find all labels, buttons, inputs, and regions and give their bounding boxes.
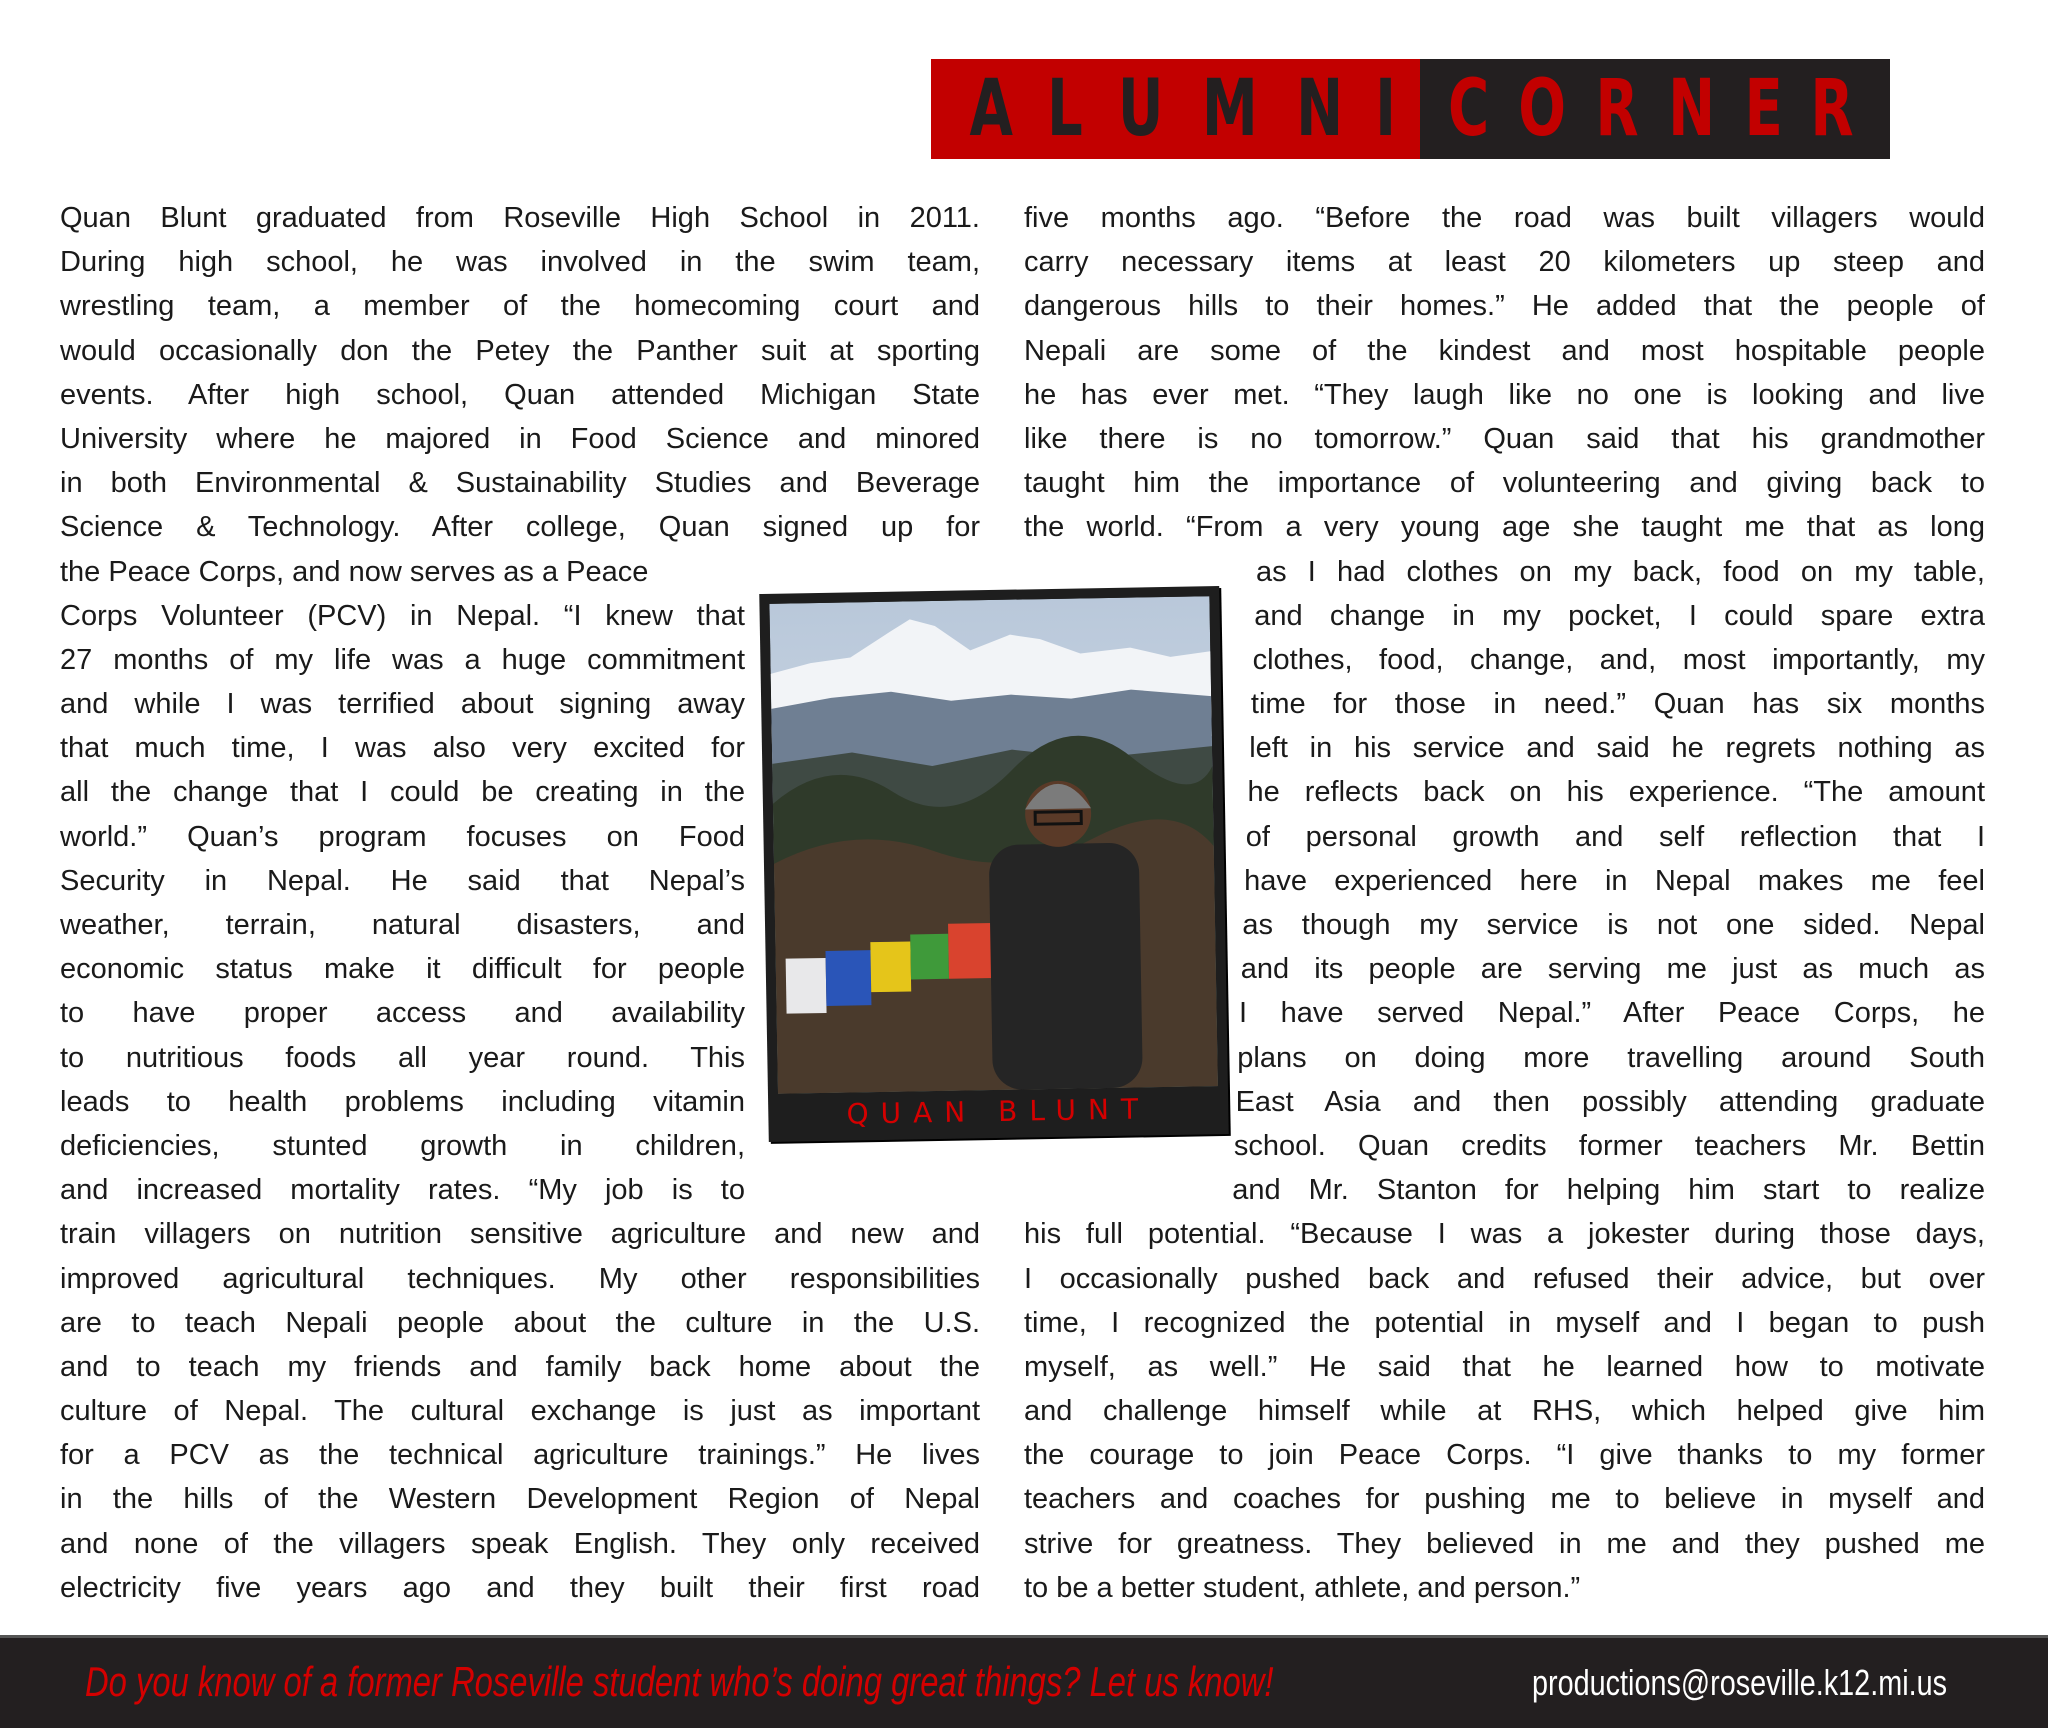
footer-call-to-action: Do you know of a former Roseville student who’s doing great things? Let us know! (85, 1658, 1274, 1705)
article-line: school. Quan credits former teachers Mr. Bettin (1233, 1129, 1985, 1162)
article-line: he reflects back on his experience. “The amount (1247, 776, 1985, 809)
article-line: that much time, I was also very excited for (60, 732, 745, 765)
banner-letter: I (1374, 64, 1396, 154)
footer-bar (0, 1635, 2048, 1728)
article-line: Security in Nepal. He said that Nepal’s (60, 864, 745, 897)
article-line: events. After high school, Quan attended Michigan State (60, 378, 980, 411)
article-line: and while I was terrified about signing away (60, 688, 745, 721)
article-line: myself, as well.” He said that he learned how to motivate (1024, 1350, 1985, 1383)
article-line: taught him the importance of volunteering and giving back to (1024, 467, 1985, 500)
banner-letter: O (1518, 64, 1567, 154)
article-line: train villagers on nutrition sensitive agriculture and new and (60, 1218, 980, 1251)
photo-image (769, 596, 1217, 1094)
article-line: During high school, he was involved in the swim team, (60, 246, 980, 279)
article-line: I occasionally pushed back and refused their advice, but over (1024, 1262, 1985, 1295)
article-line: all the change that I could be creating in the (60, 776, 745, 809)
article-line: to nutritious foods all year round. This (60, 1041, 745, 1074)
article-line: left in his service and said he regrets nothing as (1249, 732, 1985, 765)
article-line: University where he majored in Food Science and minored (60, 422, 980, 455)
article-line: as I had clothes on my back, food on my table, (1256, 555, 1985, 588)
photo-caption: QUAN BLUNT (846, 1092, 1151, 1131)
article-line: Science & Technology. After college, Quan signed up for (60, 511, 980, 544)
article-line: electricity five years ago and they built their first road (60, 1571, 980, 1604)
article-line: in both Environmental & Sustainability Studies and Beverage (60, 467, 980, 500)
article-line: and change in my pocket, I could spare extra (1254, 599, 1985, 632)
article-line: Corps Volunteer (PCV) in Nepal. “I knew that (60, 599, 745, 632)
article-line: to have proper access and availability (60, 997, 745, 1030)
article-line: have experienced here in Nepal makes me feel (1244, 864, 1985, 897)
banner-letter: U (1117, 64, 1163, 154)
article-line: and Mr. Stanton for helping him start to realize (1232, 1174, 1985, 1207)
alumni-corner-banner (931, 59, 1890, 159)
article-line: and increased mortality rates. “My job is to (60, 1174, 745, 1207)
article-line: he has ever met. “They laugh like no one is looking and live (1024, 378, 1985, 411)
article-line: the world. “From a very young age she taught me that as long (1024, 511, 1985, 544)
banner-letter: A (969, 64, 1013, 154)
article-line: as though my service is not one sided. Nepal (1242, 909, 1985, 941)
article-line: time for those in need.” Quan has six months (1250, 688, 1985, 721)
portrait-photo (759, 586, 1228, 1142)
banner-letter: L (1047, 64, 1083, 154)
article-line: five months ago. “Before the road was built villagers would (1024, 202, 1985, 234)
article-line: in the hills of the Western Development Region of Nepal (60, 1483, 980, 1516)
article-line: world.” Quan’s program focuses on Food (60, 820, 745, 853)
article-line: for a PCV as the technical agriculture trainings.” He lives (60, 1439, 980, 1472)
banner-letter: R (1810, 64, 1854, 154)
article-line: 27 months of my life was a huge commitment (60, 643, 745, 676)
article-line: are to teach Nepali people about the culture in the U.S. (60, 1306, 980, 1339)
banner-word-corner (1420, 59, 1890, 159)
article-line: Quan Blunt graduated from Roseville High School in 2011. (60, 202, 980, 234)
article-line: the Peace Corps, and now serves as a Peace (60, 555, 649, 588)
article-line: improved agricultural techniques. My other responsibilities (60, 1262, 980, 1295)
article-line: culture of Nepal. The cultural exchange is just as important (60, 1395, 980, 1428)
article-line: economic status make it difficult for people (60, 953, 745, 986)
article-line: clothes, food, change, and, most importantly, my (1252, 643, 1985, 676)
article-line: teachers and coaches for pushing me to believe in myself and (1024, 1483, 1985, 1516)
banner-letter: N (1296, 64, 1344, 154)
article-line: wrestling team, a member of the homecoming court and (60, 290, 980, 323)
footer-email-link[interactable]: productions@roseville.k12.mi.us (1532, 1662, 1948, 1703)
banner-letter: R (1595, 64, 1640, 154)
article-line: East Asia and then possibly attending graduate (1235, 1085, 1985, 1118)
article-line: weather, terrain, natural disasters, and (60, 909, 745, 941)
article-line: time, I recognized the potential in myself and I began to push (1024, 1306, 1985, 1339)
banner-letter: C (1448, 64, 1490, 154)
article-line: his full potential. “Because I was a jokester during those days, (1024, 1218, 1985, 1251)
article-line: to be a better student, athlete, and person.” (1024, 1571, 1581, 1604)
article-line: would occasionally don the Petey the Panther suit at sporting (60, 334, 980, 367)
article-line: and to teach my friends and family back home about the (60, 1350, 980, 1383)
article-line: plans on doing more travelling around South (1237, 1041, 1985, 1074)
article-line: and its people are serving me just as much as (1240, 953, 1985, 986)
banner-letter: N (1668, 64, 1716, 154)
banner-letter: M (1201, 64, 1258, 154)
article-line: Nepali are some of the kindest and most hospitable people (1024, 334, 1985, 367)
banner-word-alumni (931, 59, 1420, 159)
banner-letter: E (1744, 64, 1783, 154)
article-line: and challenge himself while at RHS, which helped give him (1024, 1395, 1985, 1428)
article-line: and none of the villagers speak English. They only received (60, 1527, 980, 1560)
article-line: dangerous hills to their homes.” He added that the people of (1024, 290, 1985, 323)
article-line: leads to health problems including vitamin (60, 1085, 745, 1118)
article-line: I have served Nepal.” After Peace Corps, he (1239, 997, 1985, 1030)
article-line: strive for greatness. They believed in me and they pushed me (1024, 1527, 1985, 1560)
article-line: like there is no tomorrow.” Quan said that his grandmother (1024, 422, 1985, 455)
article-line: carry necessary items at least 20 kilometers up steep and (1024, 246, 1985, 279)
article-line: the courage to join Peace Corps. “I give thanks to my former (1024, 1439, 1985, 1472)
article-line: of personal growth and self reflection that I (1245, 820, 1985, 853)
article-line: deficiencies, stunted growth in children, (60, 1129, 745, 1162)
